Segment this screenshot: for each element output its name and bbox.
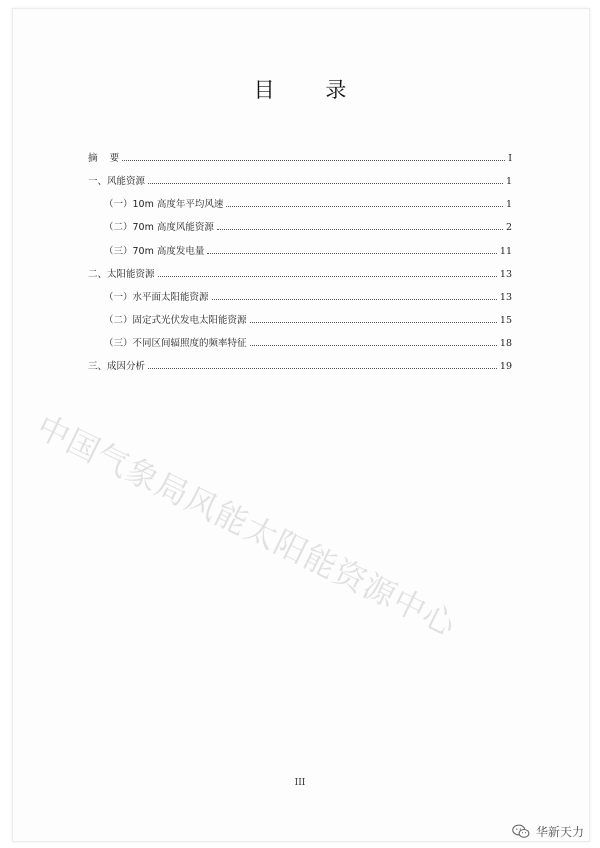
toc-leader-dots [207, 253, 497, 254]
toc-entry-fixed-pv-solar[interactable] [104, 310, 512, 326]
toc-entry-label: （一）10m 高度年平均风速 [104, 199, 224, 210]
toc-entry-wind-resources[interactable] [88, 171, 512, 187]
toc-entry-abstract[interactable] [88, 148, 512, 164]
toc-entry-page: 13 [499, 292, 512, 303]
toc-entry-page: 1 [505, 199, 512, 210]
toc-leader-dots [250, 345, 497, 346]
toc-entry-cause-analysis[interactable] [88, 356, 512, 372]
toc-entry-70m-generation[interactable] [104, 241, 512, 257]
toc-entry-irradiance-frequency[interactable] [104, 333, 512, 349]
toc-entry-page: 18 [499, 338, 512, 349]
toc-entry-70m-wind-energy[interactable] [104, 217, 512, 233]
wechat-icon [512, 824, 530, 839]
toc-entry-label: 一、风能资源 [88, 176, 146, 187]
watermark: 中国气象局风能太阳能资源中心 [30, 407, 463, 645]
toc-entry-page: I [508, 153, 512, 164]
toc-entry-page: 13 [499, 269, 512, 280]
toc-entry-label: （一）水平面太阳能资源 [104, 292, 209, 303]
toc-entry-label: 三、成因分析 [88, 361, 146, 372]
toc-leader-dots [158, 276, 497, 277]
toc-entry-label: 二、太阳能资源 [88, 269, 155, 280]
toc-leader-dots [226, 206, 503, 207]
document-page [12, 8, 590, 842]
toc-entry-10m-wind-speed[interactable] [104, 194, 512, 210]
brand-name: 华新天力 [535, 825, 584, 839]
brand-signature[interactable] [512, 823, 584, 840]
toc-leader-dots [148, 368, 497, 369]
toc-entry-page: 11 [499, 246, 512, 257]
toc-leader-dots [250, 322, 497, 323]
toc-entry-label: 摘 要 [88, 153, 120, 164]
toc-entry-page: 2 [505, 222, 512, 233]
toc-leader-dots [212, 299, 497, 300]
toc-entry-page: 15 [499, 315, 512, 326]
toc-entry-label: （三）不同区间辐照度的频率特征 [104, 338, 247, 349]
page-number: III [294, 778, 306, 788]
toc-entry-label: （二）70m 高度风能资源 [104, 222, 214, 233]
toc-entry-page: 1 [505, 176, 512, 187]
toc-entry-horizontal-solar[interactable] [104, 287, 512, 303]
toc-leader-dots [217, 229, 503, 230]
toc-entry-label: （二）固定式光伏发电太阳能资源 [104, 315, 247, 326]
toc-entry-page: 19 [499, 361, 512, 372]
toc-leader-dots [148, 183, 503, 184]
toc-title: 目 录 [253, 78, 369, 102]
toc-entry-solar-resources[interactable] [88, 264, 512, 280]
toc-entry-label: （三）70m 高度发电量 [104, 246, 205, 257]
toc-leader-dots [122, 160, 505, 161]
